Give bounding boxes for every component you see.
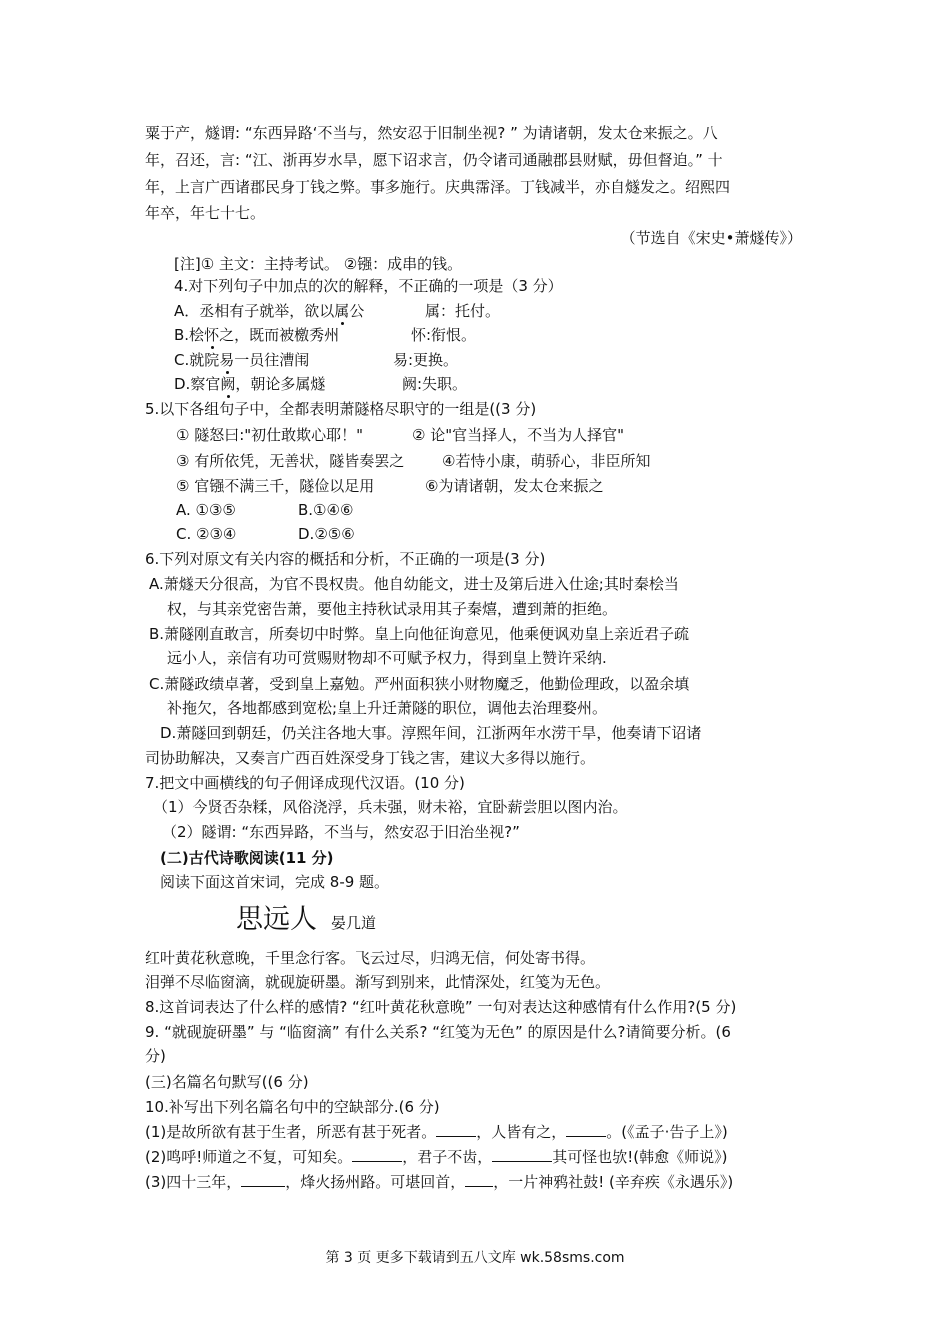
q4-b-gloss: 怀:衔恨。	[411, 326, 477, 344]
q4-d-post: ，朝论多属燧	[235, 375, 326, 393]
q4-a-post: 公	[349, 302, 365, 320]
q6-stem: 6.下列对原文有关内容的概括和分析，不正确的一项是(3 分)	[145, 550, 546, 568]
q9-line-2: 分)	[145, 1047, 166, 1065]
q10-item-1	[145, 1122, 728, 1142]
passage-source: （节选自《宋史•萧燧传》）	[620, 229, 802, 247]
q10-item-2-text-a: (2)鸣呼!师道之不复，可知矣。	[145, 1148, 353, 1166]
q6-d-line-2: 司协助解决，又奏言广西百姓深受身丁钱之害，建议大多得以施行。	[145, 749, 596, 767]
q10-item-2	[145, 1147, 728, 1167]
q10-item-3	[145, 1172, 733, 1192]
q4-b-post: 之，既而被檄秀州	[219, 326, 340, 344]
q5-item-3: ③ 有所依凭，无善状，隧皆奏罢之	[176, 452, 405, 470]
poem-author: 晏几道	[331, 914, 377, 932]
q5-item-4: ④若恃小康，萌骄心，非臣所知	[442, 452, 651, 470]
q4-c-dotted: 易	[219, 351, 235, 369]
q4-a-gloss: 属：托付。	[425, 302, 501, 320]
q5-item-5: ⑤ 官镪不满三千，隧俭以足用	[176, 477, 375, 495]
q6-c-line-2: 补拖欠，各地都感到宽松;皇上升迁萧隧的职位，调他去治理婺州。	[167, 699, 608, 717]
q4-d-gloss: 阙:失职。	[402, 375, 468, 393]
q6-d-line-1: D.萧隧回到朝廷，仍关注各地大事。淳熙年间，江浙两年水涝干旱，他奏请下诏诸	[160, 724, 702, 742]
q9-line-1: 9. “就砚旋研墨” 与 “临窗滴” 有什么关系? “红笺为无色” 的原因是什么?请简要分析。(6	[145, 1023, 731, 1041]
q4-option-a	[174, 301, 364, 321]
q10-item-2-text-c: 其可怪也欤!(韩愈《师说》)	[552, 1148, 728, 1166]
q4-c-gloss: 易:更换。	[393, 351, 459, 369]
poem-line-2: 泪弹不尽临窗滴，就砚旋研墨。渐写到别来，此情深处，红笺为无色。	[145, 973, 611, 991]
q10-stem: 10.补写出下列名篇名句中的空缺部分.(6 分)	[145, 1098, 440, 1116]
poem-title: 思远人	[236, 904, 317, 935]
q4-c-pre: C.就院	[174, 351, 220, 369]
answer-blank[interactable]	[465, 1172, 493, 1187]
q10-item-3-text-c: ，一片神鸦社鼓! (辛弃疾《永遇乐》)	[493, 1173, 734, 1191]
q4-d-dotted: 阙	[220, 375, 236, 393]
q10-item-3-text-a: (3)四十三年，	[145, 1173, 242, 1191]
page-footer: 第 3 页 更多下载请到五八文库 wk.58sms.com	[325, 1250, 625, 1266]
poem-section-heading: (二)古代诗歌阅读(11 分)	[160, 849, 334, 867]
q5-option-d: D.②⑤⑥	[298, 525, 355, 543]
poem-title-block	[236, 903, 376, 937]
q10-item-2-text-b: ，君子不齿，	[402, 1148, 493, 1166]
q4-option-c	[174, 350, 309, 370]
q6-b-line-1: B.萧隧刚直敢言，所奏切中时弊。皇上向他征询意见，他乘便讽劝皇上亲近君子疏	[149, 625, 690, 643]
q8-text: 8.这首词表达了什么样的感情? “红叶黄花秋意晚” 一句对表达这种感情有什么作用?(5 分)	[145, 998, 737, 1016]
passage-line-3: 年，上言广西诸郡民身丁钱之弊。事多施行。庆典霈泽。丁钱减半，亦自燧发之。绍熙四	[145, 178, 731, 196]
q5-option-c: C. ②③④	[176, 525, 237, 543]
q6-b-line-2: 远小人，亲信有功可赏赐财物却不可赋予权力，得到皇上赞许采纳.	[167, 649, 607, 667]
q5-option-a: A. ①③⑤	[176, 501, 236, 519]
passage-line-2: 年，召还，言: “江、浙再岁水旱，愿下诏求言，仍令诸司通融郡县财赋，毋但督迫。” 十	[145, 151, 723, 169]
q7-stem: 7.把文中画横线的句子佣译成现代汉语。(10 分)	[145, 774, 465, 792]
q10-section-heading: (三)名篇名句默写((6 分)	[145, 1073, 309, 1091]
answer-blank[interactable]	[566, 1122, 606, 1137]
q4-b-dotted: 怀	[204, 326, 220, 344]
q4-a-dotted: 属	[334, 302, 350, 320]
q10-item-1-text-b: ，人皆有之，	[476, 1123, 567, 1141]
answer-blank[interactable]	[241, 1172, 285, 1187]
q7-sentence-1: （1）今贤否杂糅，风俗浇浮，兵未强，财未裕，宜卧薪尝胆以图内治。	[153, 798, 628, 816]
q10-item-1-text-c: 。(《孟子·告子上》)	[606, 1123, 728, 1141]
q4-option-b	[174, 325, 339, 345]
answer-blank[interactable]	[492, 1147, 552, 1162]
answer-blank[interactable]	[436, 1122, 476, 1137]
q4-option-d	[174, 374, 325, 394]
poem-line-1: 红叶黄花秋意晚，千里念行客。飞云过尽，归鸿无信，何处寄书得。	[145, 949, 596, 967]
q5-item-1: ① 隧怒曰:"初仕敢欺心耶！"	[176, 426, 364, 444]
q4-b-pre: B.桧	[174, 326, 205, 344]
q10-item-1-text-a: (1)是故所欲有甚于生者，所恶有甚于死者。	[145, 1123, 437, 1141]
q4-d-pre: D.察官	[174, 375, 221, 393]
q5-item-6: ⑥为请诸朝，发太仓来振之	[425, 477, 604, 495]
q4-c-post: 一员往漕闱	[234, 351, 310, 369]
q6-a-line-2: 权，与其亲党密告萧，要他主持秋试录用其子秦熺，遭到萧的拒绝。	[167, 600, 618, 618]
q6-a-line-1: A.萧燧天分很高，为官不畏权贵。他自幼能文，进士及第后进入仕途;其时秦桧当	[149, 575, 679, 593]
passage-note: [注]① 主文：主持考试。 ②镪：成串的钱。	[174, 255, 463, 273]
q10-item-3-text-b: ，烽火扬州路。可堪回首，	[285, 1173, 466, 1191]
q6-c-line-1: C.萧隧政绩卓著，受到皇上嘉勉。严州面积狭小财物魔乏，他勤俭理政，以盈余填	[149, 675, 690, 693]
passage-line-4: 年卒，年七十七。	[145, 204, 266, 222]
q5-option-b: B.①④⑥	[298, 501, 354, 519]
q5-item-2: ② 论"官当择人，不当为人择官"	[412, 426, 625, 444]
poem-intro: 阅读下面这首宋词，完成 8-9 题。	[160, 873, 390, 891]
q5-stem: 5.以下各组句子中，全都表明萧隧格尽职守的一组是((3 分)	[145, 400, 537, 418]
answer-blank[interactable]	[352, 1147, 402, 1162]
q4-stem: 4.对下列句子中加点的次的解释，不正确的一项是（3 分）	[174, 277, 563, 295]
q4-a-pre: A．丞相有子就举，欲以	[174, 302, 335, 320]
passage-line-1: 粟于产，燧谓: “东西异路‘不当与，然安忍于旧制坐视? ” 为请诸朝，发太仓来振之。八	[145, 124, 718, 142]
q7-sentence-2: （2）隧谓: “东西异路，不当与，然安忍于旧治坐视?”	[162, 823, 520, 841]
